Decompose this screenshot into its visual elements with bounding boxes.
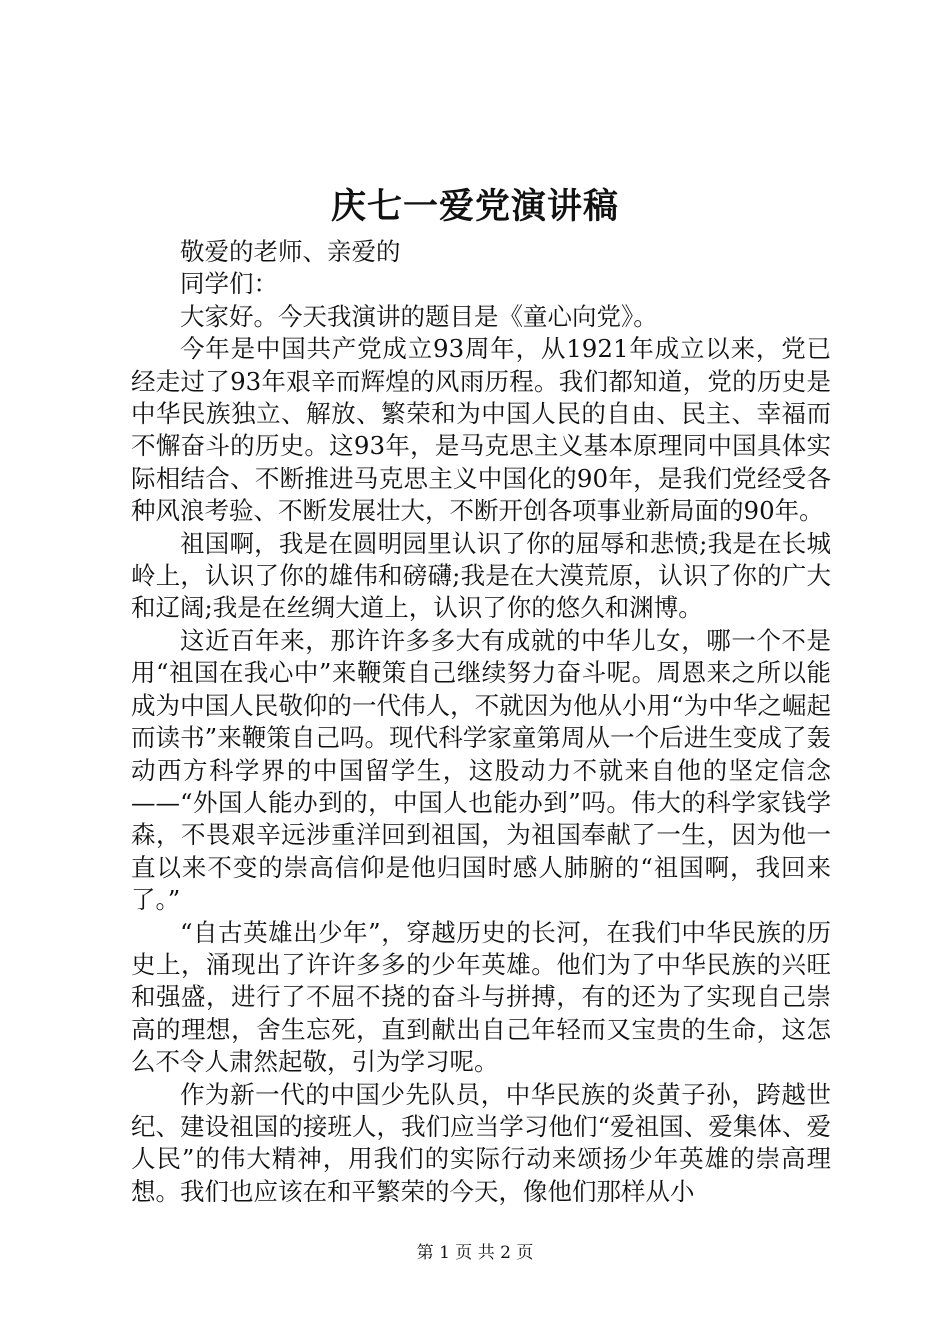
paragraph-greeting: 大家好。今天我演讲的题目是《童心向党》。 (180, 301, 658, 331)
paragraph-party-history: 今年是中国共产党成立93周年，从1921年成立以来，党已经走过了93年艰辛而辉煌的风雨历程。我们都知道，党的历史是中华民族独立、解放、繁荣和为中国人民的自由、民主、幸福而不懈奋斗的历史。这93年，是马克思主义基本原理同中国具体实际相结合、不断推进马克思主义中国化的90年，是我们党经受各种风浪考验、不断发展壮大，不断开创各项事业新局面的90年。 (131, 334, 831, 526)
paragraph-motherland: 祖国啊，我是在圆明园里认识了你的屈辱和悲愤;我是在长城岭上，认识了你的雄伟和磅礴;我是在大漠荒原，认识了你的广大和辽阔;我是在丝绸大道上，认识了你的悠久和渊博。 (131, 528, 831, 623)
paragraph-salutation: 敬爱的老师、亲爱的 (180, 237, 401, 266)
paragraph-salutation-cont: 同学们： (180, 269, 278, 299)
paragraph-role-models: 这近百年来，那许许多多大有成就的中华儿女，哪一个不是用“祖国在我心中”来鞭策自己继续努力奋斗呢。周恩来之所以能成为中国人民敬仰的一代伟人，不就因为他从小用“为中华之崛起而读书”来鞭策自己吗。现代科学家童第周从一个后进生变成了轰动西方科学界的中国留学生，这股动力不就来自他的坚定信念——“外国人能办到的，中国人也能办到”吗。伟大的科学家钱学森，不畏艰辛远涉重洋回到祖国，为祖国奉献了一生，因为他一直以来不变的崇高信仰是他归国时感人肺腑的“祖国啊，我回来了。” (131, 625, 831, 915)
page-footer: 第 1 页 共 2 页 (416, 1243, 534, 1263)
paragraph-young-heroes: “自古英雄出少年”，穿越历史的长河，在我们中华民族的历史上，涌现出了许许多多的少年英雄。他们为了中华民族的兴旺和强盛，进行了不屈不挠的奋斗与拼搏，有的还为了实现自己崇高的理想，舍生忘死，直到献出自己年轻而又宝贵的生命，这怎么不令人肃然起敬，引为学习呢。 (131, 917, 831, 1077)
document-body (131, 236, 831, 1208)
document-title: 庆七一爱党演讲稿 (330, 186, 619, 227)
paragraph-young-pioneers: 作为新一代的中国少先队员，中华民族的炎黄子孙，跨越世纪、建设祖国的接班人，我们应当学习他们“爱祖国、爱集体、爱人民”的伟大精神，用我们的实际行动来颂扬少年英雄的崇高理想。我们也应该在和平繁荣的今天，像他们那样从小 (131, 1079, 831, 1206)
